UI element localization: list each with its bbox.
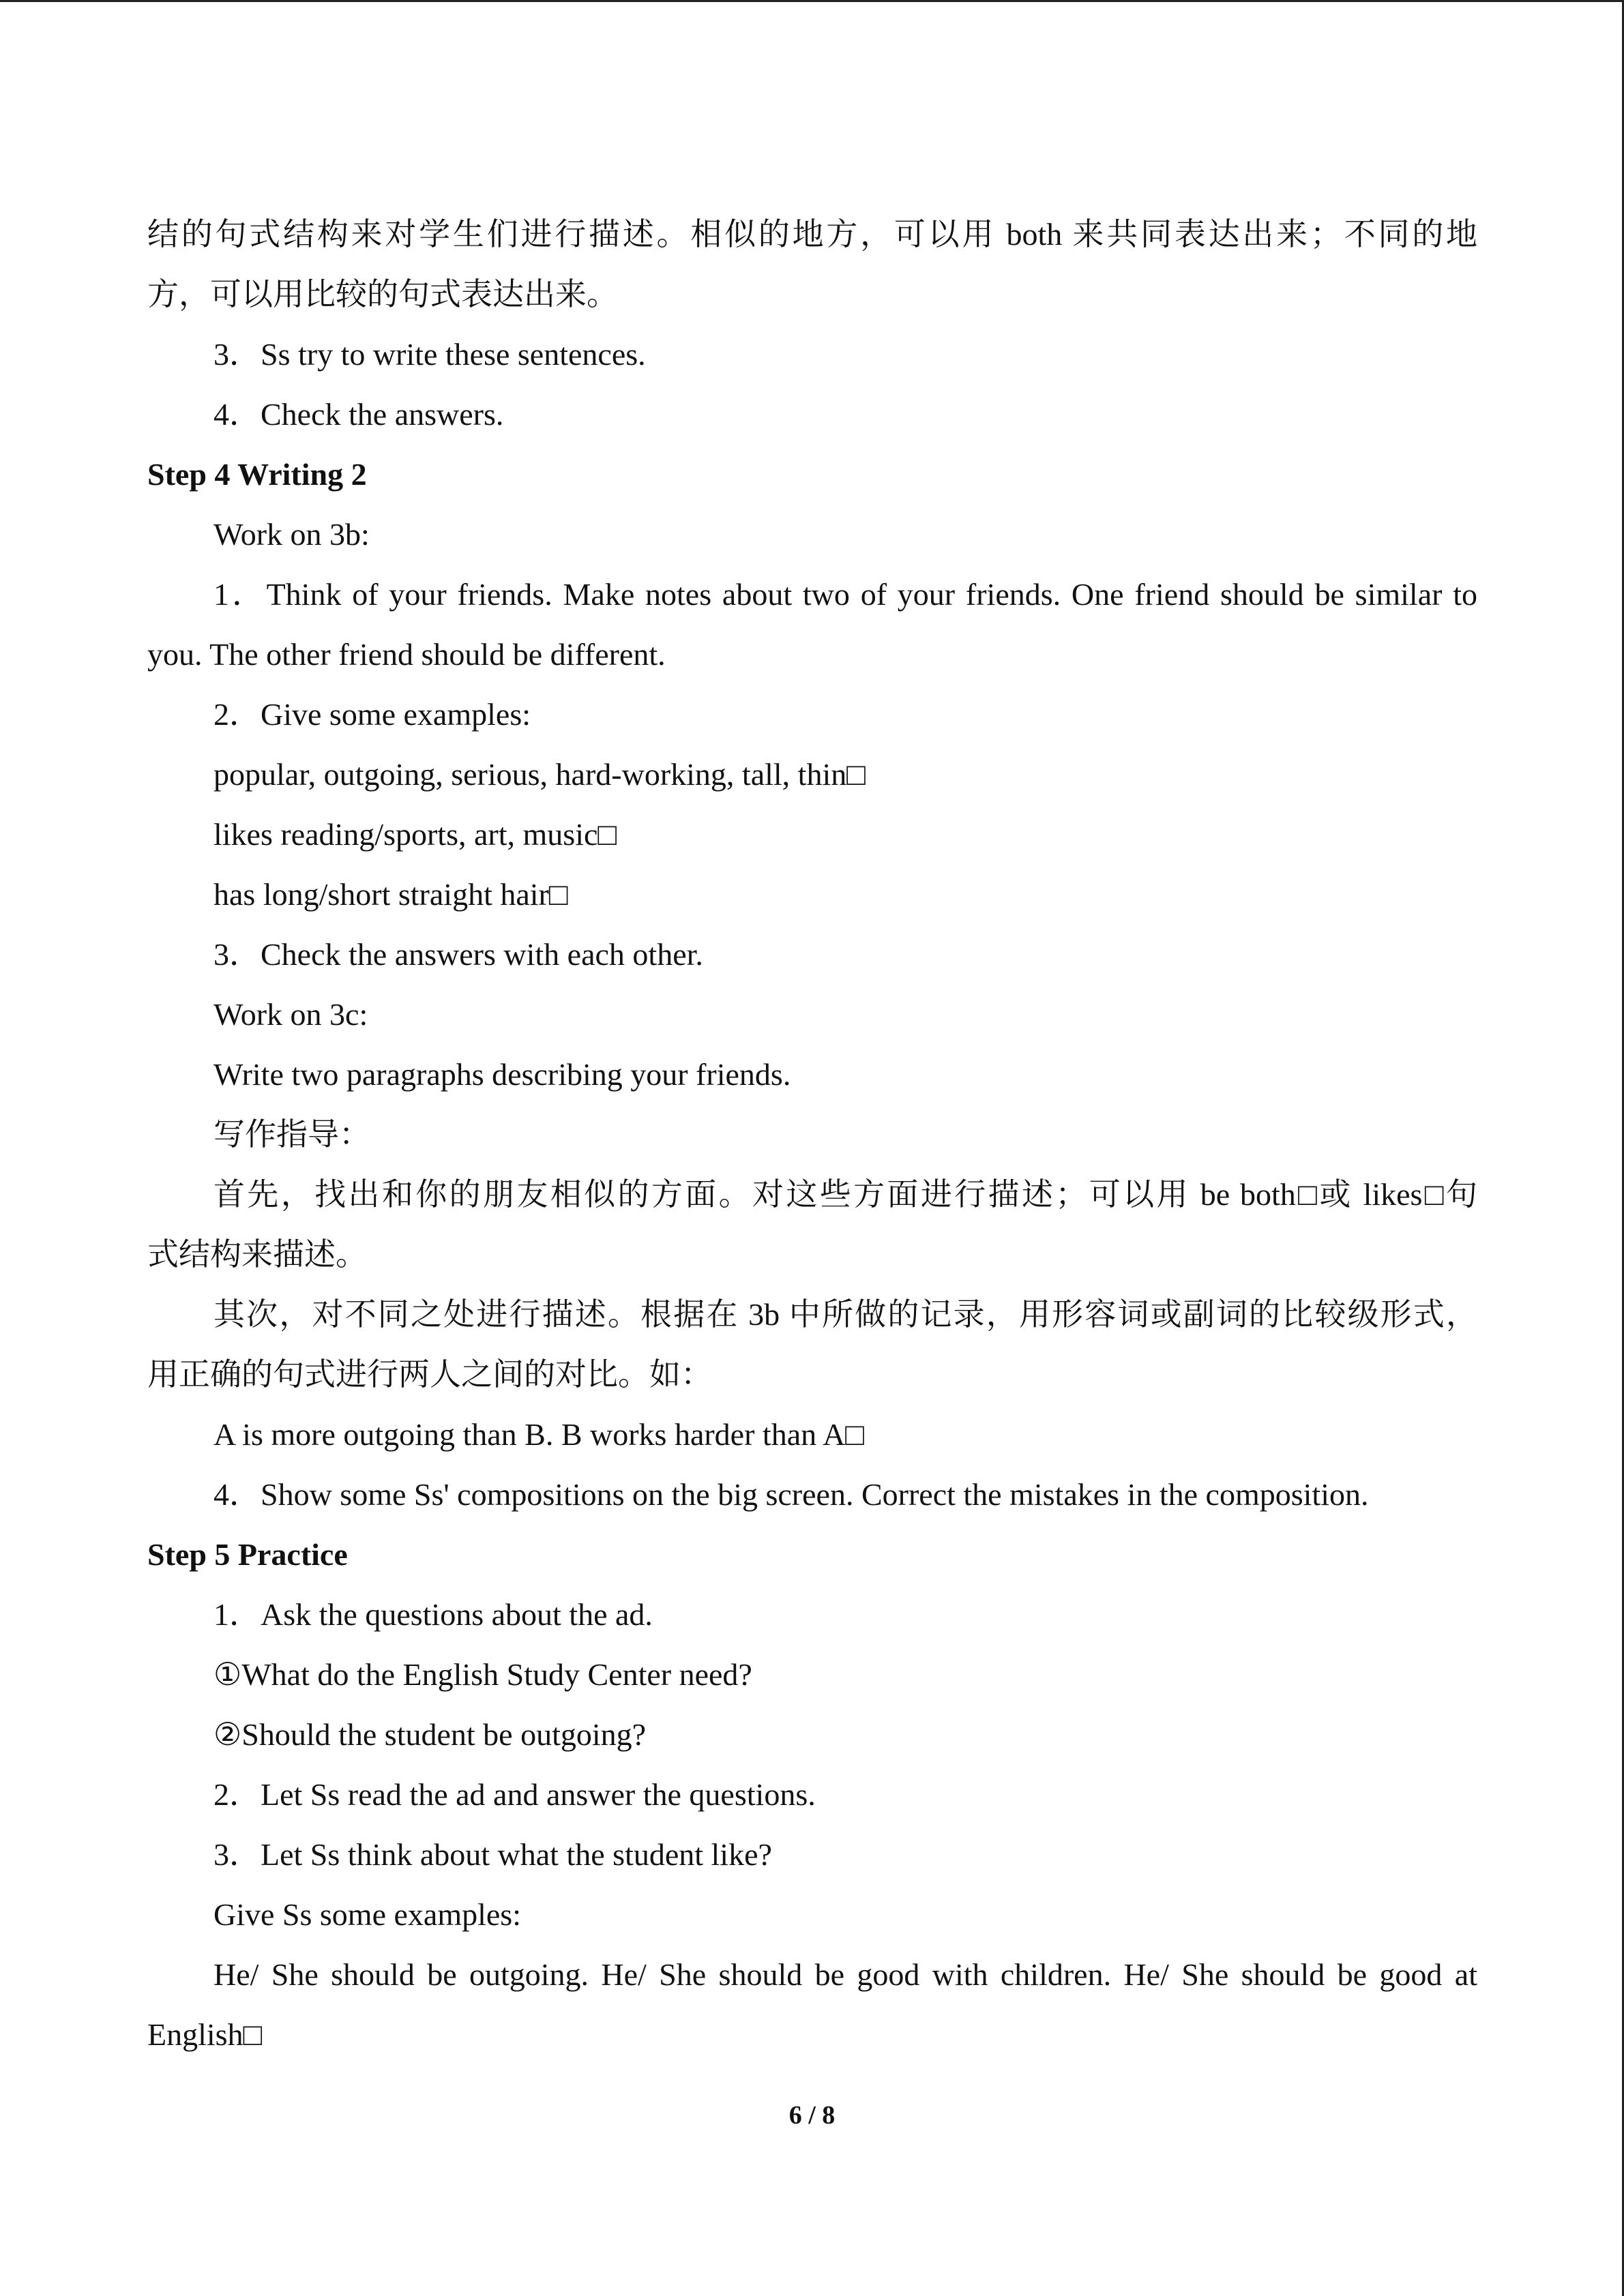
paragraph-line: you. The other friend should be different.: [147, 637, 666, 672]
list-item: 2．Let Ss read the ad and answer the questions.: [213, 1777, 816, 1812]
paragraph-line: 其次，对不同之处进行描述。根据在 3b 中所做的记录，用形容词或副词的比较级形式，: [213, 1297, 1477, 1332]
paragraph-line: Work on 3b:: [213, 517, 370, 552]
example-line: A is more outgoing than B. B works harder than A□: [213, 1417, 865, 1452]
example-line: likes reading/sports, art, music□: [213, 817, 617, 852]
list-item: 4．Check the answers.: [213, 397, 504, 432]
page-number: 6 / 8: [788, 2101, 836, 2130]
list-item: 1．Think of your friends. Make notes about two of your friends. One friend should be similar to: [213, 577, 1477, 612]
paragraph-line: 方，可以用比较的句式表达出来。: [147, 277, 618, 312]
list-item: 3．Let Ss think about what the student like?: [213, 1837, 772, 1872]
paragraph-line: He/ She should be outgoing. He/ She should be good with children. He/ She should be good at: [213, 1957, 1477, 1992]
example-line: popular, outgoing, serious, hard-working, tall, thin□: [213, 757, 866, 792]
paragraph-line: 首先，找出和你的朋友相似的方面。对这些方面进行描述；可以用 be both□或 likes□句: [213, 1177, 1477, 1212]
page-border-top: [0, 0, 1624, 2]
list-item: 3．Check the answers with each other.: [213, 937, 703, 972]
list-item: 1．Ask the questions about the ad.: [213, 1597, 653, 1632]
section-heading: Step 4 Writing 2: [147, 457, 367, 492]
example-line: has long/short straight hair□: [213, 877, 568, 912]
paragraph-line: English□: [147, 2017, 263, 2052]
paragraph-line: Work on 3c:: [213, 997, 368, 1032]
paragraph-line: Write two paragraphs describing your friends.: [213, 1057, 791, 1092]
paragraph-line: 写作指导：: [213, 1117, 370, 1152]
paragraph-line: 用正确的句式进行两人之间的对比。如：: [147, 1357, 712, 1392]
list-item: 2．Give some examples:: [213, 697, 531, 732]
document-body: [147, 205, 1477, 2065]
list-item: 4．Show some Ss' compositions on the big screen. Correct the mistakes in the composition.: [213, 1477, 1369, 1512]
list-item: 3．Ss try to write these sentences.: [213, 337, 646, 372]
question-item: ②Should the student be outgoing?: [213, 1717, 647, 1752]
paragraph-line: 结的句式结构来对学生们进行描述。相似的地方，可以用 both 来共同表达出来；不同的地: [147, 217, 1477, 252]
section-heading: Step 5 Practice: [147, 1537, 348, 1572]
paragraph-line: Give Ss some examples:: [213, 1897, 521, 1932]
paragraph-line: 式结构来描述。: [147, 1237, 367, 1272]
question-item: ①What do the English Study Center need?: [213, 1657, 752, 1692]
